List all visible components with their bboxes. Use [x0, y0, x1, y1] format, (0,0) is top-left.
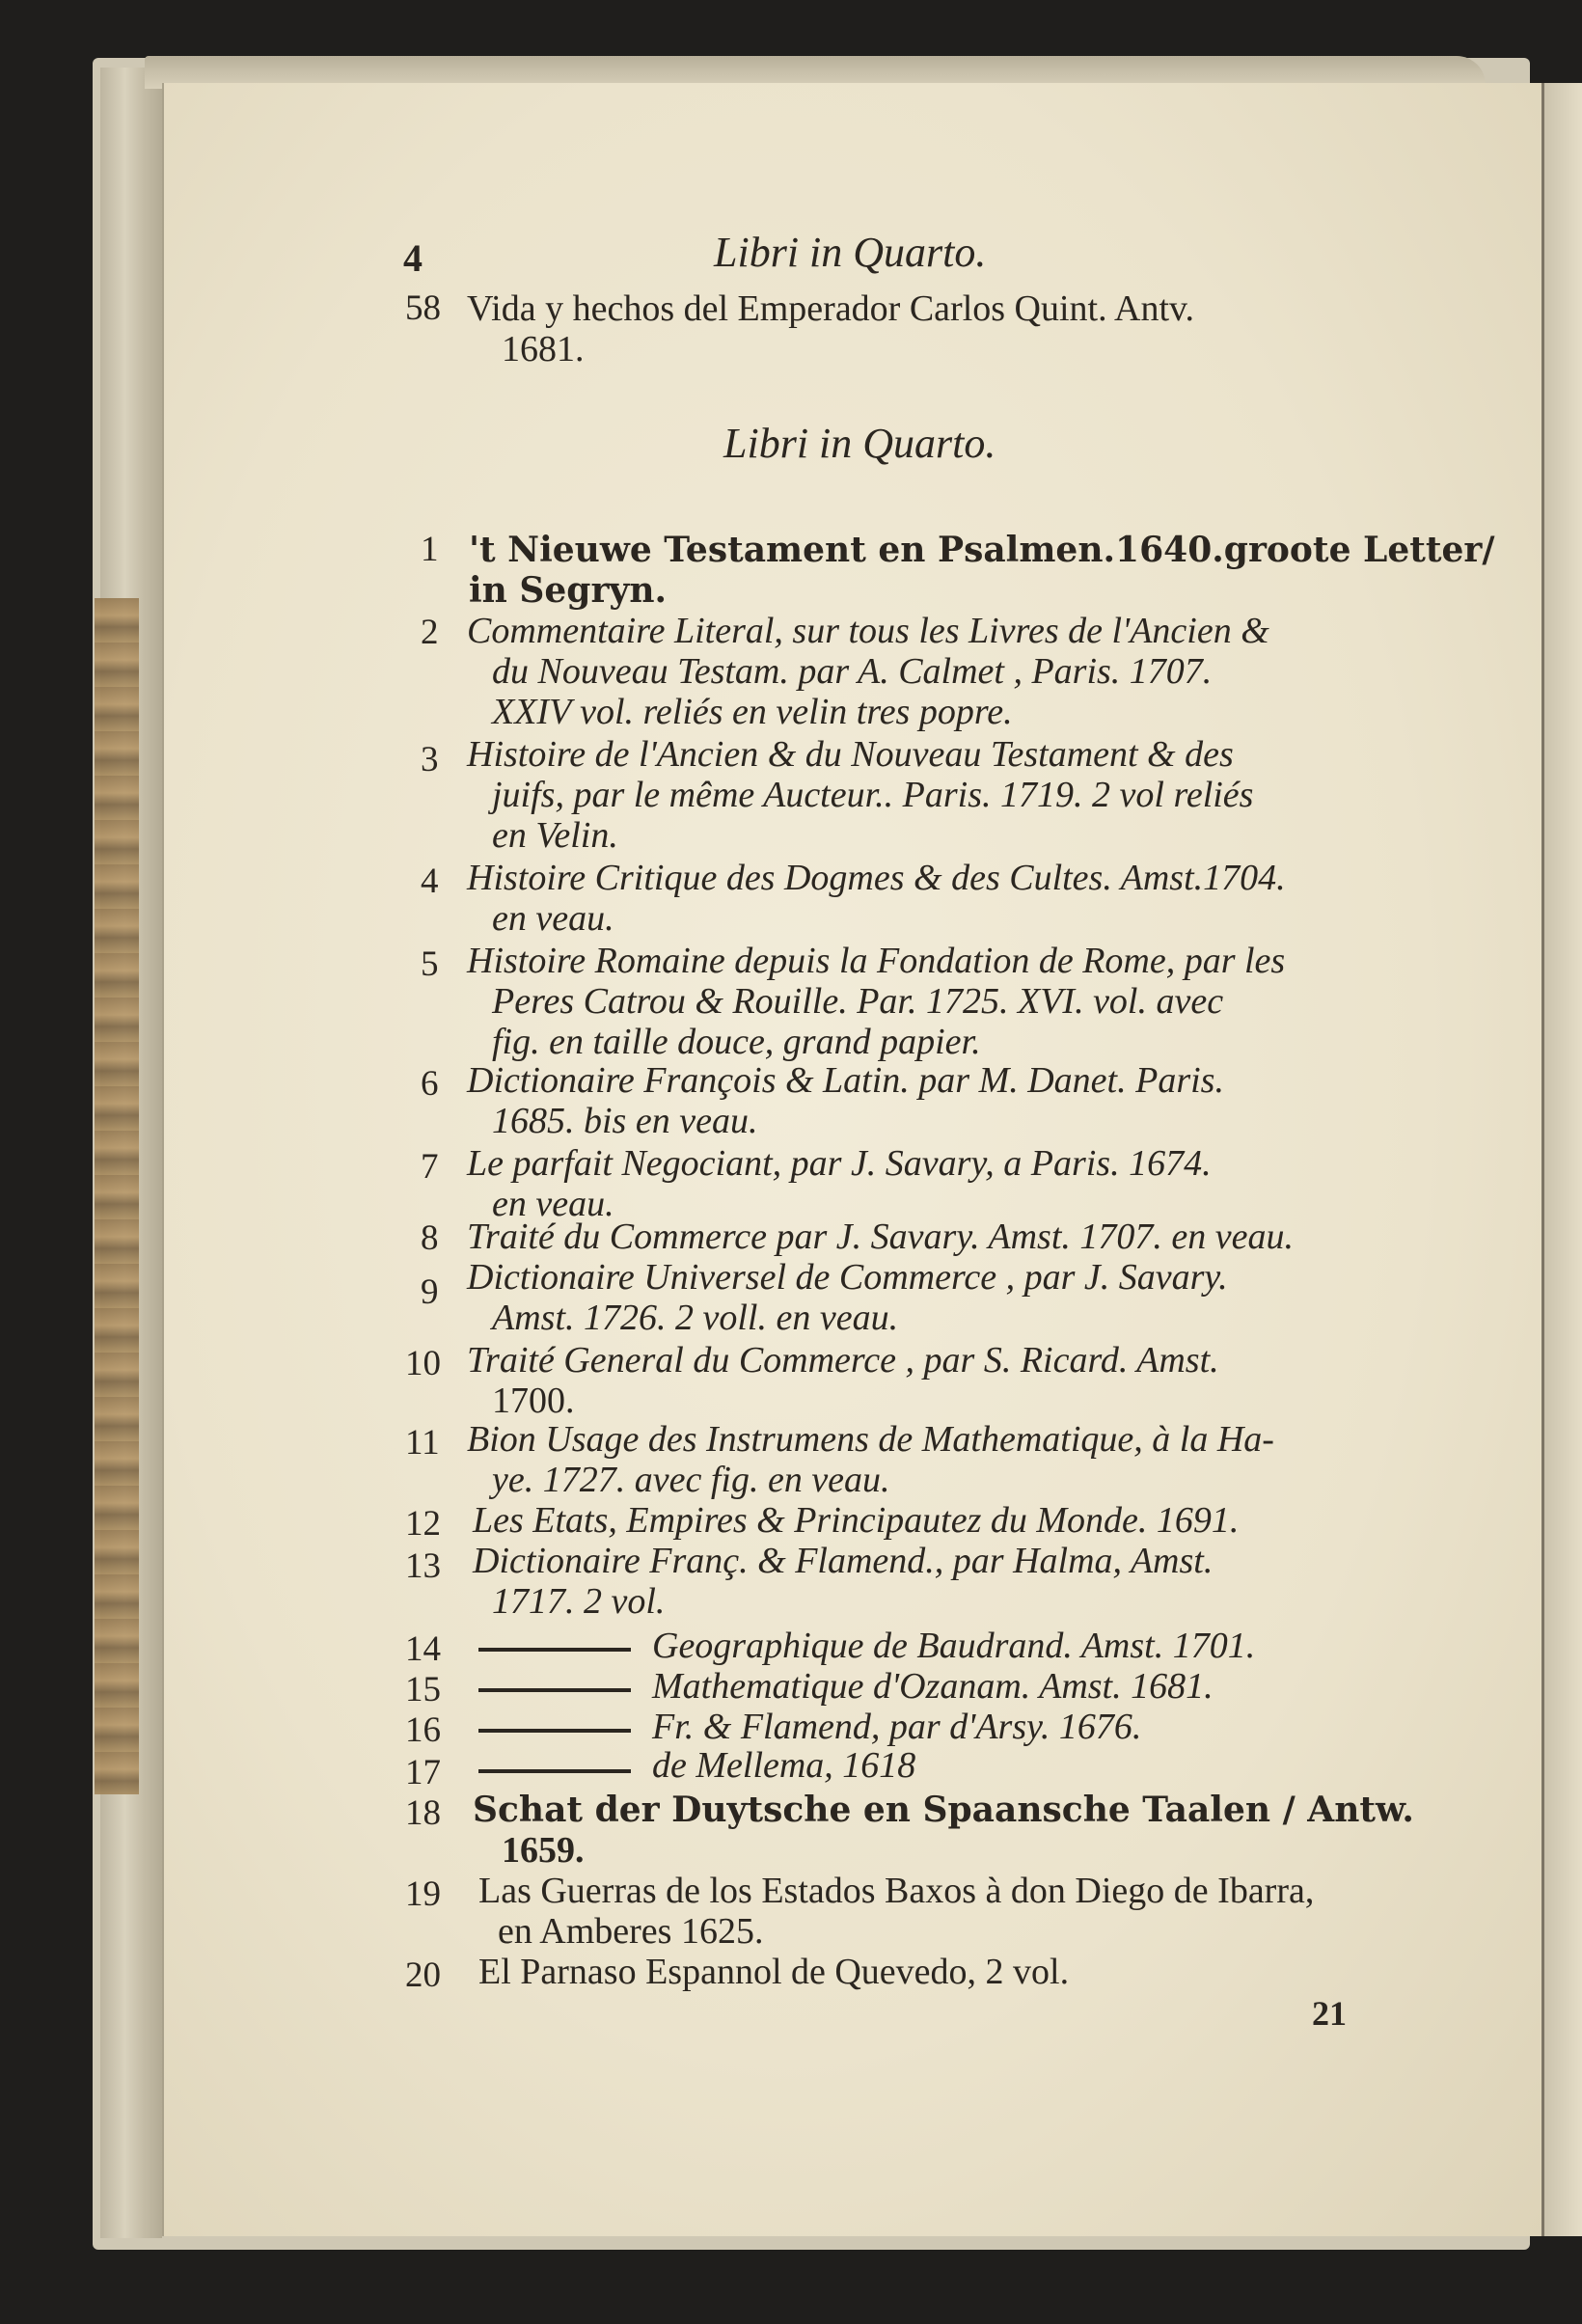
entry-line: 1659. [502, 1830, 585, 1871]
entry-line: Traité du Commerce par J. Savary. Amst. 1707. en veau. [467, 1217, 1295, 1257]
entry-line: El Parnaso Espannol de Quevedo, 2 vol. [478, 1952, 1070, 1992]
entry-line: de Mellema, 1618 [652, 1745, 916, 1786]
entry-number: 19 [405, 1874, 441, 1914]
entry-number: 9 [421, 1272, 439, 1312]
entry-line: Amst. 1726. 2 voll. en veau. [492, 1298, 899, 1338]
section-heading: Libri in Quarto. [723, 420, 996, 467]
running-head: Libri in Quarto. [714, 229, 987, 276]
entry-number: 17 [405, 1753, 441, 1792]
entry-line: Le parfait Negociant, par J. Savary, a Paris. 1674. [467, 1143, 1212, 1184]
entry-number: 58 [405, 288, 441, 328]
entry-line: Commentaire Literal, sur tous les Livres de l'Ancien & [467, 611, 1269, 651]
entry-number: 2 [421, 613, 439, 652]
entry-line: Traité General du Commerce , par S. Ricard. Amst. [467, 1340, 1219, 1381]
ditto-rule [478, 1729, 631, 1733]
entry-line: 1685. bis en veau. [492, 1101, 758, 1141]
entry-line: Geographique de Baudrand. Amst. 1701. [652, 1626, 1256, 1666]
ditto-rule [478, 1688, 631, 1692]
entry-line: XXIV vol. reliés en velin tres popre. [492, 692, 1013, 732]
entry-line: du Nouveau Testam. par A. Calmet , Paris. 1707. [492, 651, 1213, 692]
entry-number: 18 [405, 1793, 441, 1833]
entry-number: 16 [405, 1710, 441, 1750]
entry-line: 1700. [492, 1381, 575, 1421]
entry-number: 8 [421, 1218, 439, 1258]
entry-number: 6 [421, 1064, 439, 1104]
entry-line: Histoire de l'Ancien & du Nouveau Testament & des [467, 734, 1234, 775]
entry-number: 4 [421, 861, 439, 901]
entry-line: Fr. & Flamend, par d'Arsy. 1676. [652, 1707, 1142, 1747]
entry-number: 7 [421, 1147, 439, 1187]
entry-line: Dictionaire Universel de Commerce , par J. Savary. [467, 1257, 1228, 1298]
signature-mark: 21 [1312, 1994, 1347, 2033]
entry-number: 11 [405, 1423, 440, 1463]
entry-number: 20 [405, 1955, 441, 1995]
entry-line: 't Nieuwe Testament en Psalmen.1640.groote Letter/ [469, 530, 1495, 570]
entry-line: Les Etats, Empires & Principautez du Monde. 1691. [473, 1500, 1240, 1541]
entry-line: 1717. 2 vol. [492, 1581, 666, 1622]
entry-line: Histoire Critique des Dogmes & des Cultes. Amst.1704. [467, 858, 1286, 898]
entry-number: 1 [421, 530, 439, 569]
entry-line: Peres Catrou & Rouille. Par. 1725. XVI. vol. avec [492, 981, 1224, 1022]
entry-number: 15 [405, 1670, 441, 1709]
entry-number: 14 [405, 1629, 441, 1669]
entry-line: en Velin. [492, 815, 618, 856]
entry-line: Histoire Romaine depuis la Fondation de Rome, par les [467, 941, 1286, 981]
ditto-rule [478, 1648, 631, 1652]
entry-line: Bion Usage des Instrumens de Mathematique, à la Ha- [467, 1419, 1274, 1460]
entry-line: Dictionaire Franç. & Flamend., par Halma, Amst. [473, 1541, 1214, 1581]
entry-line: Vida y hechos del Emperador Carlos Quint. Antv. [467, 288, 1195, 329]
entry-number: 10 [405, 1344, 441, 1383]
entry-line: en veau. [492, 898, 614, 939]
page-number: 4 [403, 236, 423, 280]
ditto-rule [478, 1769, 631, 1773]
entry-line: Las Guerras de los Estados Baxos à don Diego de Ibarra, [478, 1871, 1315, 1911]
entry-line: Schat der Duytsche en Spaansche Taalen / Antw. [473, 1790, 1414, 1830]
entry-line: Dictionaire François & Latin. par M. Danet. Paris. [467, 1060, 1224, 1101]
entry-number: 13 [405, 1546, 441, 1586]
entry-line: en Amberes 1625. [498, 1911, 764, 1952]
entry-line: ye. 1727. avec fig. en veau. [492, 1460, 890, 1500]
entry-line: 1681. [502, 329, 585, 369]
entry-line: in Segryn. [469, 570, 668, 611]
entry-line: juifs, par le même Aucteur.. Paris. 1719. 2 vol reliés [492, 775, 1254, 815]
entry-number: 3 [421, 740, 439, 779]
entry-line: en veau. [492, 1184, 614, 1224]
entry-number: 12 [405, 1504, 441, 1544]
entry-number: 5 [421, 944, 439, 984]
entry-line: fig. en taille douce, grand papier. [492, 1022, 981, 1062]
entry-line: Mathematique d'Ozanam. Amst. 1681. [652, 1666, 1214, 1707]
